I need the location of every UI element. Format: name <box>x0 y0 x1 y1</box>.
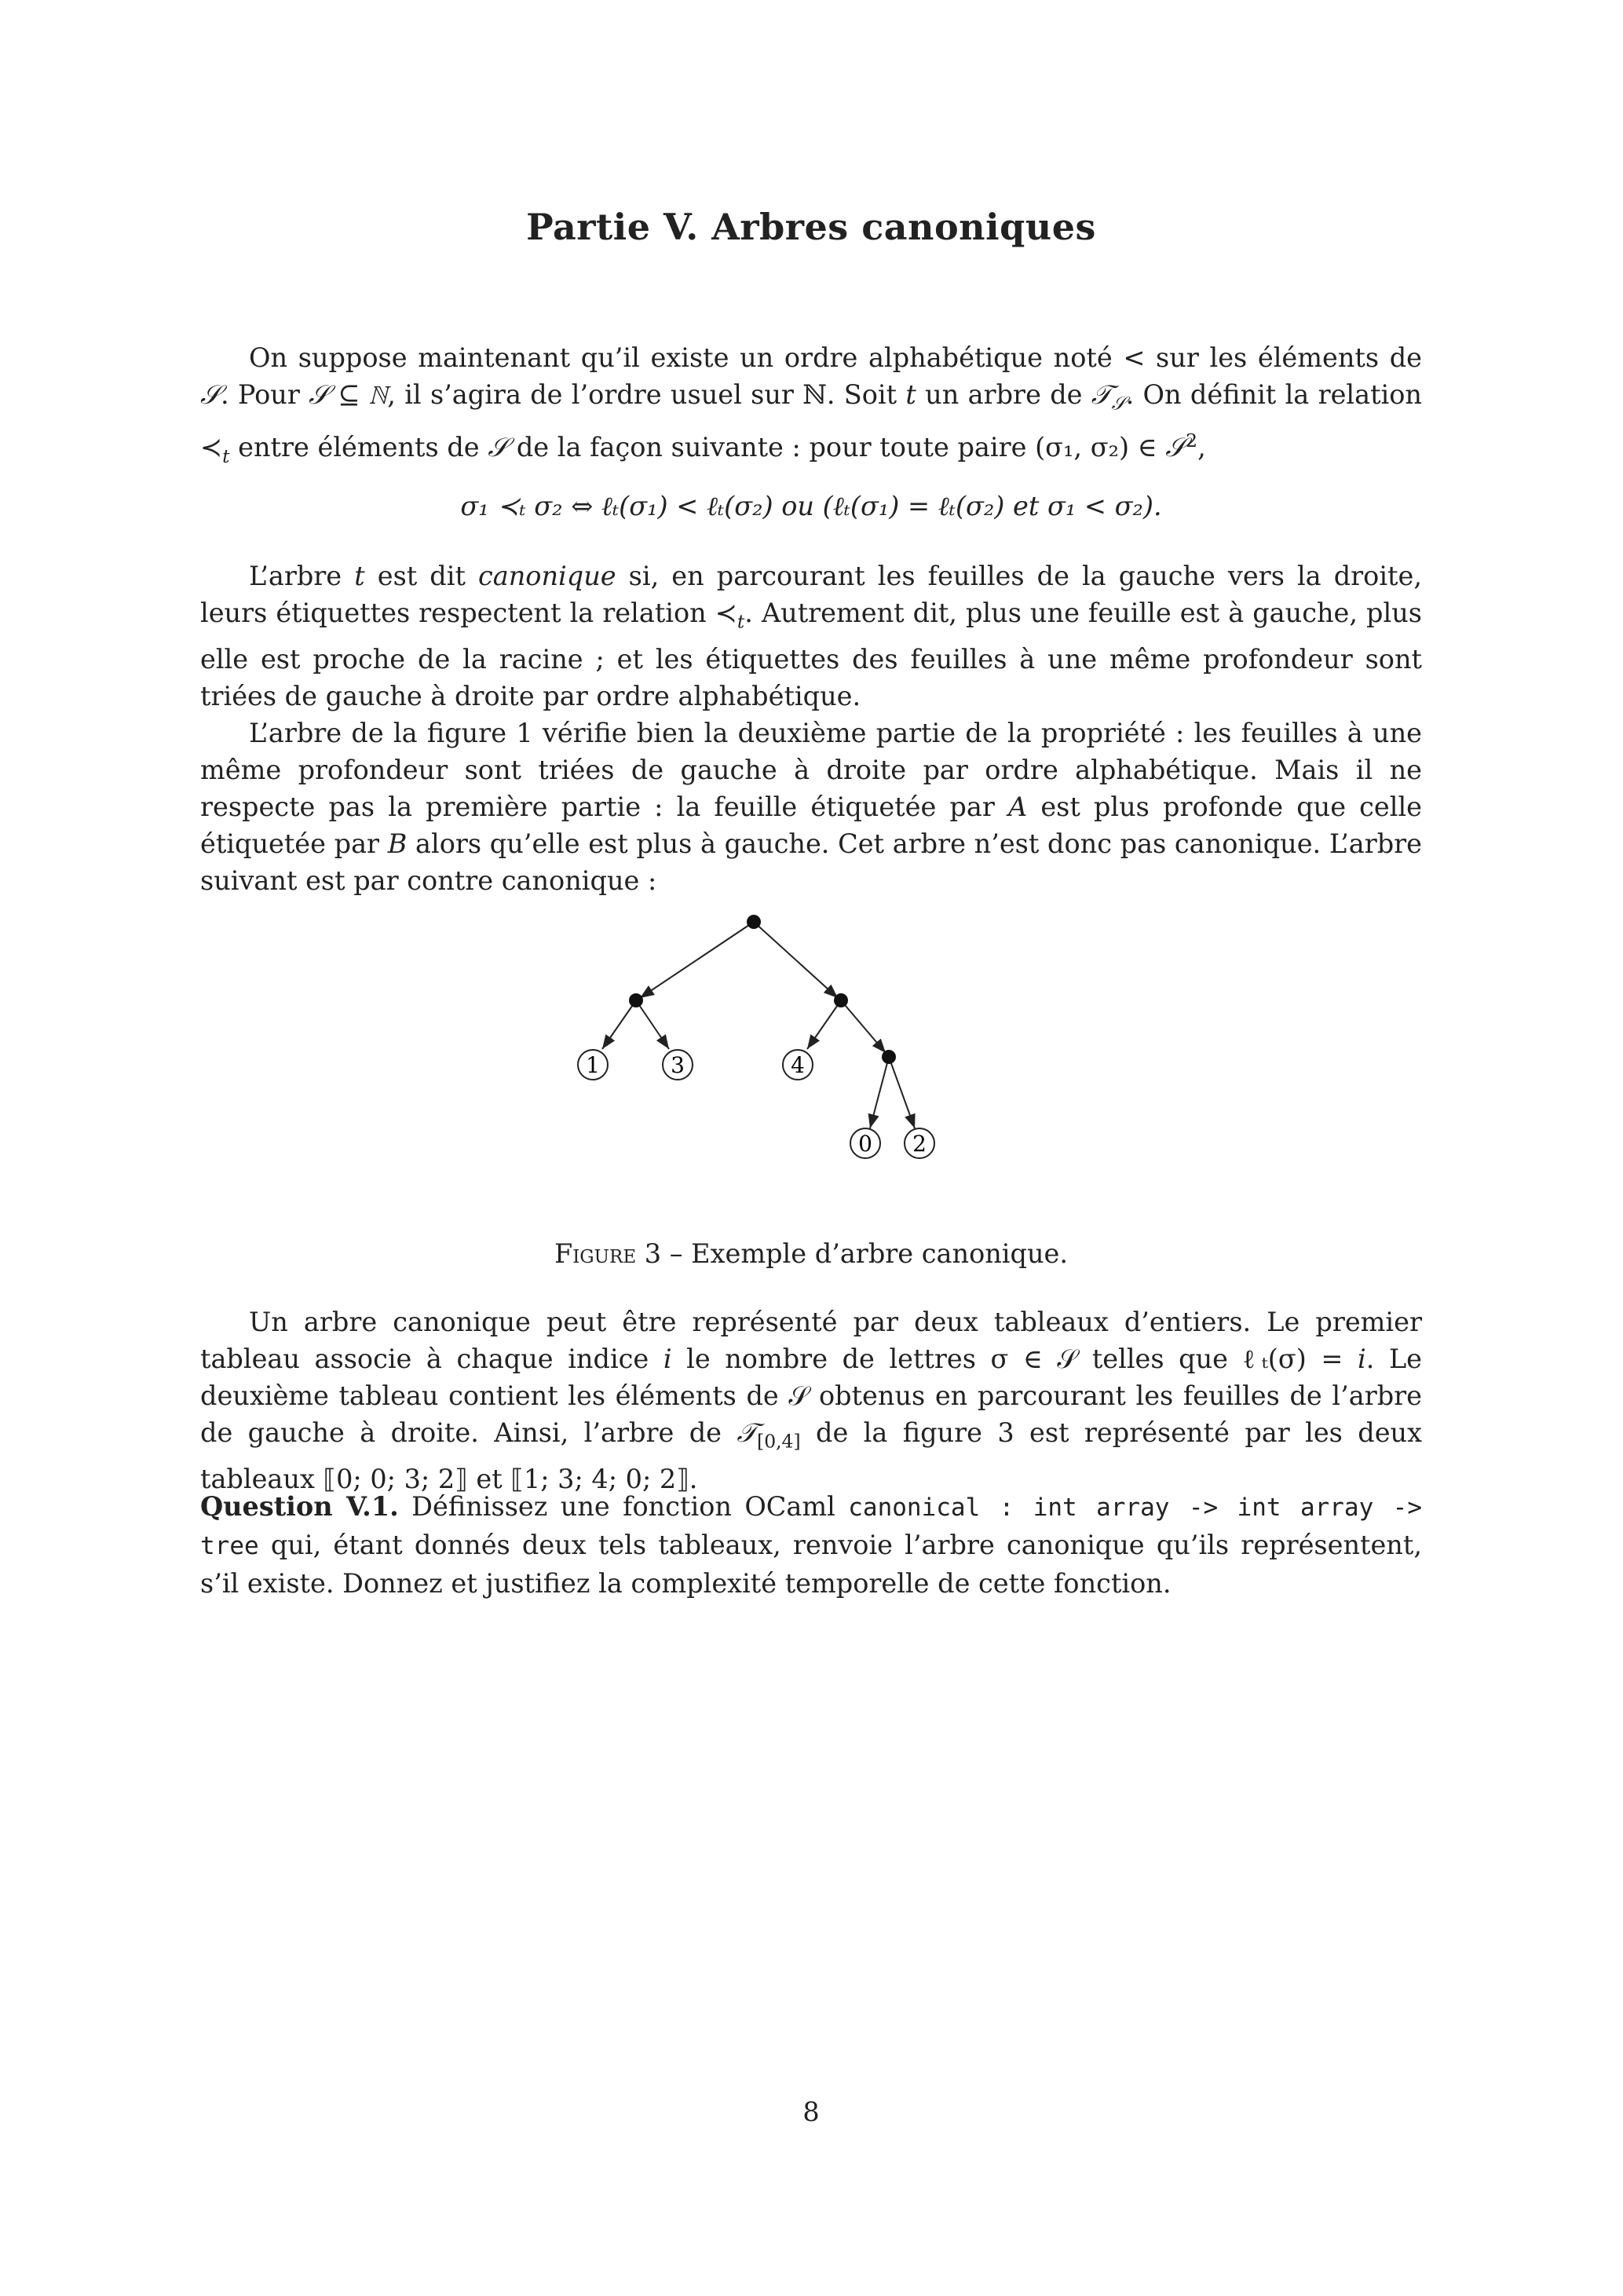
leaf-1 <box>578 1050 608 1080</box>
tree-diagram <box>561 911 1064 1194</box>
internal-node-right <box>834 993 848 1007</box>
paragraph-canonique: L’arbre t est dit canonique si, en parcourant les feuilles de la gauche vers la droite, leurs étiquettes respectent la relation $≺_t$. Autrement dit, plus une feuille est à gauche, plus elle est proche de la racine ; et les étiquettes des feuilles à une même profondeur sont triées de gauche à droite par ordre alphabétique. L’arbre de la figure 1 vérifie bien la deuxième partie de la propriété : les feuilles à une même profondeur sont triées de gauche à droite par ordre alphabétique. Mais il ne respecte pas la première partie : la feuille étiquetée par A est plus profonde que celle étiquetée par B alors qu’elle est plus à gauche. Cet arbre n’est donc pas canonique. L’arbre suivant est par contre canonique : <box>200 558 1422 899</box>
edge-left-3 <box>636 1000 669 1049</box>
svg-text:4: 4 <box>791 1052 805 1078</box>
edge-root-left <box>640 922 754 998</box>
leaf-3 <box>663 1050 693 1080</box>
leaf-0 <box>850 1128 880 1158</box>
section-title: Partie V. Arbres canoniques <box>526 206 1096 248</box>
edge-right-4 <box>807 1000 841 1049</box>
paragraph-figure1: L’arbre de la figure 1 vérifie bien la deuxième partie de la propriété : les feuilles à une même profondeur sont triées de gauche à droite par ordre alphabétique. Mais il ne respecte pas la première partie : la feuille étiquetée par A est plus profonde que celle étiquetée par B alors qu’elle est plus à gauche. Cet arbre n’est donc pas canonique. L’arbre suivant est par contre canonique : <box>200 717 1423 896</box>
root-node <box>747 915 761 929</box>
edge-right-inner <box>841 1000 886 1053</box>
edge-left-1 <box>602 1000 636 1049</box>
page-number: 8 <box>802 2097 820 2127</box>
ocaml-signature: canonical : int array -> int array -> tree <box>200 1493 1422 1560</box>
svg-text:3: 3 <box>671 1052 685 1078</box>
internal-node-left <box>629 993 643 1007</box>
edge-root-right <box>754 922 838 998</box>
question-label: Question V.1. <box>200 1491 399 1522</box>
internal-node-inner <box>882 1050 896 1064</box>
paragraph-representation: Un arbre canonique peut être représenté par deux tableaux d’entiers. Le premier tableau associe à chaque indice i le nombre de lettres σ ∈ 𝒮 telles que ℓₜ(σ) = i. Le deuxième tableau contient les éléments de 𝒮 obtenus en parcourant les feuilles de l’arbre de gauche à droite. Ainsi, l’arbre de 𝒯$_{[0,4]}$ de la figure 3 est représenté par les deux tableaux ⟦0; 0; 3; 2⟧ et ⟦1; 3; 4; 0; 2⟧. <box>200 1307 1423 1494</box>
edge-inner-0 <box>870 1057 889 1128</box>
svg-text:0: 0 <box>858 1131 872 1157</box>
svg-text:2: 2 <box>912 1131 927 1157</box>
edge-inner-2 <box>889 1057 915 1128</box>
canonical-tree-figure <box>561 911 1064 1197</box>
leaf-2 <box>905 1128 934 1158</box>
display-equation: σ₁ ≺ₜ σ₂ ⇔ ℓₜ(σ₁) < ℓₜ(σ₂) ou (ℓₜ(σ₁) = ℓₜ(σ₂) et σ₁ < σ₂). <box>460 491 1162 521</box>
paragraph-ordre: On suppose maintenant qu’il existe un ordre alphabétique noté < sur les éléments de 𝒮. Pour 𝒮 ⊆ ℕ, il s’agira de l’ordre usuel sur ℕ. Soit t un arbre de 𝒯$_𝒮$. On définit la relation $≺_t$ entre éléments de 𝒮 de la façon suivante : pour toute paire (σ₁, σ₂) ∈ 𝒮$^2$, <box>200 342 1423 467</box>
figure-caption: Figure 3 – Exemple d’arbre canonique. <box>554 1238 1069 1269</box>
leaf-4 <box>783 1050 813 1080</box>
question-v1: Question V.1. Définissez une fonction OCaml canonical : int array -> int array -> tree qui, étant donnés deux tels tableaux, renvoie l’arbre canonique qu’ils représentent, s’il existe. Donnez et justifiez la complexité temporelle de cette fonction. <box>200 1491 1422 1599</box>
svg-text:1: 1 <box>586 1052 600 1078</box>
